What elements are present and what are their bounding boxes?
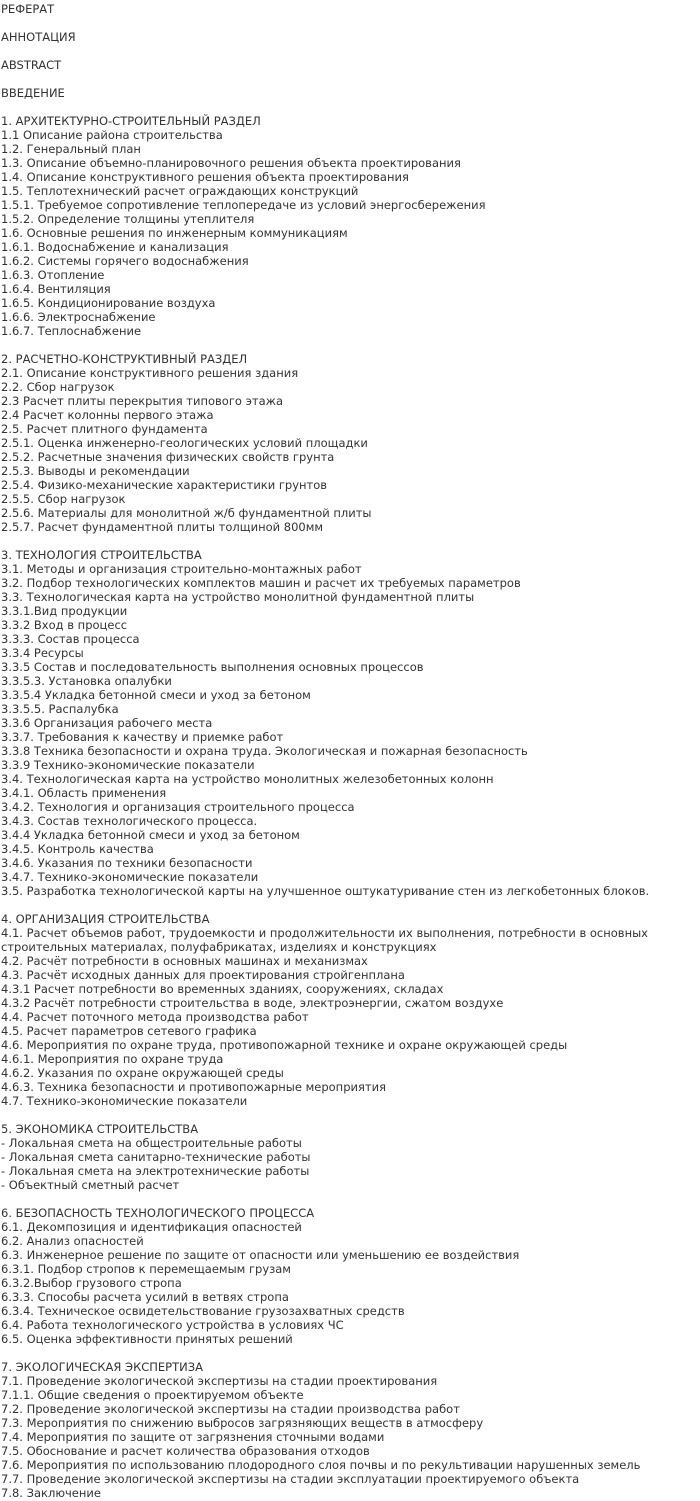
toc-entry: 2.5.2. Расчетные значения физических свойств грунта <box>1 450 335 464</box>
toc-entry: 4.6.1. Мероприятия по охране труда <box>1 1052 224 1066</box>
toc-section <box>1 30 696 44</box>
toc-entry: 1.6.7. Теплоснабжение <box>1 324 142 338</box>
section-spacer <box>1 1346 696 1360</box>
section-spacer <box>1 16 696 30</box>
toc-heading: РЕФЕРАТ <box>1 2 55 16</box>
toc-entry: - Локальная смета санитарно-технические работы <box>1 1150 311 1164</box>
toc-entry: 7.6. Мероприятия по использованию плодородного слоя почвы и по рекультивации нарушенных земель <box>1 1458 641 1472</box>
toc-entry: 3.4.4 Укладка бетонной смеси и уход за бетоном <box>1 828 300 842</box>
toc-entry: - Локальная смета на электротехнические работы <box>1 1164 310 1178</box>
toc-entry: 7.4. Мероприятия по защите от загрязнения сточными водами <box>1 1430 385 1444</box>
toc-entry: 3.3. Технологическая карта на устройство монолитной фундаментной плиты <box>1 590 475 604</box>
section-spacer <box>1 100 696 114</box>
toc-entry: 4.4. Расчет поточного метода производства работ <box>1 1010 309 1024</box>
toc-entry: 3.4. Технологическая карта на устройство монолитных железобетонных колонн <box>1 772 494 786</box>
toc-section <box>1 352 696 534</box>
toc-entry: 1.6.1. Водоснабжение и канализация <box>1 240 229 254</box>
toc-entry: 2.2. Сбор нагрузок <box>1 380 115 394</box>
toc-entry: 4.7. Технико-экономические показатели <box>1 1094 248 1108</box>
toc-section <box>1 58 696 72</box>
section-spacer <box>1 44 696 58</box>
toc-heading: 6. БЕЗОПАСНОСТЬ ТЕХНОЛОГИЧЕСКОГО ПРОЦЕССА <box>1 1206 315 1220</box>
toc-entry: 3.3.4 Ресурсы <box>1 646 84 660</box>
toc-entry: 6.3.3. Способы расчета усилий в ветвях стропа <box>1 1290 289 1304</box>
toc-entry: - Локальная смета на общестроительные работы <box>1 1136 302 1150</box>
toc-section <box>1 1360 696 1500</box>
toc-entry: 3.3.2 Вход в процесс <box>1 618 128 632</box>
toc-heading: 7. ЭКОЛОГИЧЕСКАЯ ЭКСПЕРТИЗА <box>1 1360 203 1374</box>
toc-entry: 1.4. Описание конструктивного решения объекта проектирования <box>1 170 409 184</box>
section-spacer <box>1 1108 696 1122</box>
toc-entry: 1.6.2. Системы горячего водоснабжения <box>1 254 249 268</box>
toc-entry: 6.3.4. Техническое освидетельствование грузозахватных средств <box>1 1304 405 1318</box>
toc-entry: 3.3.1.Вид продукции <box>1 604 128 618</box>
toc-heading: 1. АРХИТЕКТУРНО-СТРОИТЕЛЬНЫЙ РАЗДЕЛ <box>1 114 261 128</box>
toc-entry: 1.2. Генеральный план <box>1 142 141 156</box>
toc-entry: 4.1. Расчет объемов работ, трудоемкости и продолжительности их выполнения, потребности в основных строительных материалах, полуфабрикатах, изделиях и конструкциях <box>1 926 648 954</box>
toc-entry: 7.1.1. Общие сведения о проектируемом объекте <box>1 1388 304 1402</box>
toc-entry: 7.3. Мероприятия по снижению выбросов загрязняющих веществ в атмосферу <box>1 1416 484 1430</box>
toc-entry: 2.5.1. Оценка инженерно-геологических условий площадки <box>1 436 368 450</box>
toc-entry: 3.4.3. Состав технологического процесса. <box>1 814 258 828</box>
toc-entry: 1.5.1. Требуемое сопротивление теплопередаче из условий энергосбережения <box>1 198 486 212</box>
toc-entry: 4.6. Мероприятия по охране труда, противопожарной технике и охране окружающей среды <box>1 1038 568 1052</box>
toc-entry: 1.6.4. Вентиляция <box>1 282 111 296</box>
toc-entry: 3.2. Подбор технологических комплектов машин и расчет их требуемых параметров <box>1 576 521 590</box>
toc-entry: 3.3.8 Техника безопасности и охрана труда. Экологическая и пожарная безопасность <box>1 744 528 758</box>
toc-heading: 2. РАСЧЕТНО-КОНСТРУКТИВНЫЙ РАЗДЕЛ <box>1 352 248 366</box>
toc-entry: 6.2. Анализ опасностей <box>1 1234 144 1248</box>
toc-entry: 7.2. Проведение экологической экспертизы на стадии производства работ <box>1 1402 460 1416</box>
toc-entry: 3.4.2. Технология и организация строительного процесса <box>1 800 355 814</box>
toc-entry: 2.5.3. Выводы и рекомендации <box>1 464 190 478</box>
toc-entry: 3.3.5.3. Установка опалубки <box>1 674 172 688</box>
toc-entry: 6.5. Оценка эффективности принятых решений <box>1 1332 293 1346</box>
toc-entry: 4.6.3. Техника безопасности и противопожарные мероприятия <box>1 1080 386 1094</box>
toc-entry: 6.1. Декомпозиция и идентификация опасностей <box>1 1220 302 1234</box>
toc-entry: 3.3.7. Требования к качеству и приемке работ <box>1 730 284 744</box>
toc-section <box>1 1122 696 1192</box>
toc-section <box>1 2 696 16</box>
toc-entry: 3.4.1. Область применения <box>1 786 167 800</box>
toc-heading: ABSTRACT <box>1 58 62 72</box>
toc-entry: 1.6.5. Кондиционирование воздуха <box>1 296 216 310</box>
toc-entry: 3.4.5. Контроль качества <box>1 842 154 856</box>
toc-entry: 7.5. Обоснование и расчет количества образования отходов <box>1 1444 370 1458</box>
toc-entry: 1.6.6. Электроснабжение <box>1 310 156 324</box>
toc-entry: 6.4. Работа технологического устройства в условиях ЧС <box>1 1318 344 1332</box>
toc-entry: 3.5. Разработка технологической карты на улучшенное оштукатуривание стен из легкобетонных блоков. <box>1 884 650 898</box>
toc-entry: 2.5.6. Материалы для монолитной ж/б фундаментной плиты <box>1 506 372 520</box>
toc-heading: 5. ЭКОНОМИКА СТРОИТЕЛЬСТВА <box>1 1122 199 1136</box>
toc-entry: 7.7. Проведение экологической экспертизы на стадии эксплуатации проектируемого объекта <box>1 1472 580 1486</box>
section-spacer <box>1 534 696 548</box>
toc-entry: 3.1. Методы и организация строительно-монтажных работ <box>1 562 362 576</box>
toc-heading: АННОТАЦИЯ <box>1 30 76 44</box>
toc-heading: 3. ТЕХНОЛОГИЯ СТРОИТЕЛЬСТВА <box>1 548 202 562</box>
toc-heading: 4. ОРГАНИЗАЦИЯ СТРОИТЕЛЬСТВА <box>1 912 210 926</box>
toc-entry: 1.3. Описание объемно-планировочного решения объекта проектирования <box>1 156 461 170</box>
toc-entry: 6.3.2.Выбор грузового стропа <box>1 1276 182 1290</box>
toc-entry: 2.5.7. Расчет фундаментной плиты толщиной 800мм <box>1 520 324 534</box>
toc-section <box>1 912 696 1108</box>
toc-entry: 2.1. Описание конструктивного решения здания <box>1 366 299 380</box>
toc-entry: 4.2. Расчёт потребности в основных машинах и механизмах <box>1 954 368 968</box>
toc-entry: 3.3.3. Состав процесса <box>1 632 140 646</box>
toc-entry: 4.3.2 Расчёт потребности строительства в воде, электроэнергии, сжатом воздухе <box>1 996 504 1010</box>
toc-entry: 2.4 Расчет колонны первого этажа <box>1 408 214 422</box>
toc-entry: 2.3 Расчет плиты перекрытия типового этажа <box>1 394 284 408</box>
toc-entry: 7.1. Проведение экологической экспертизы на стадии проектирования <box>1 1374 438 1388</box>
toc-entry: 3.4.7. Технико-экономические показатели <box>1 870 259 884</box>
toc-entry: 4.3. Расчёт исходных данных для проектирования стройгенплана <box>1 968 405 982</box>
toc-section <box>1 114 696 338</box>
toc-entry: 2.5.4. Физико-механические характеристики грунтов <box>1 478 328 492</box>
toc-section <box>1 548 696 898</box>
toc-entry: - Объектный сметный расчет <box>1 1178 180 1192</box>
toc-entry: 4.6.2. Указания по охране окружающей среды <box>1 1066 284 1080</box>
toc-entry: 1.6. Основные решения по инженерным коммуникациям <box>1 226 348 240</box>
toc-entry: 4.5. Расчет параметров сетевого графика <box>1 1024 257 1038</box>
toc-entry: 6.3. Инженерное решение по защите от опасности или уменьшению ее воздействия <box>1 1248 520 1262</box>
section-spacer <box>1 898 696 912</box>
toc-section <box>1 1206 696 1346</box>
toc-heading: ВВЕДЕНИЕ <box>1 86 65 100</box>
section-spacer <box>1 72 696 86</box>
toc-section <box>1 86 696 100</box>
toc-entry: 4.3.1 Расчет потребности во временных зданиях, сооружениях, складах <box>1 982 444 996</box>
toc-entry: 3.4.6. Указания по техники безопасности <box>1 856 253 870</box>
toc-entry: 1.5. Теплотехнический расчет ограждающих конструкций <box>1 184 359 198</box>
toc-entry: 2.5.5. Сбор нагрузок <box>1 492 126 506</box>
section-spacer <box>1 1192 696 1206</box>
toc-entry: 3.3.5.4 Укладка бетонной смеси и уход за бетоном <box>1 688 311 702</box>
toc-entry: 2.5. Расчет плитного фундамента <box>1 422 208 436</box>
toc-entry: 3.3.6 Организация рабочего места <box>1 716 213 730</box>
toc-entry: 3.3.9 Технико-экономические показатели <box>1 758 255 772</box>
toc-entry: 1.1 Описание района строительства <box>1 128 223 142</box>
toc-entry: 6.3.1. Подбор стропов к перемещаемым грузам <box>1 1262 291 1276</box>
toc-entry: 1.5.2. Определение толщины утеплителя <box>1 212 255 226</box>
toc-entry: 7.8. Заключение <box>1 1486 101 1500</box>
section-spacer <box>1 338 696 352</box>
toc-entry: 3.3.5.5. Распалубка <box>1 702 119 716</box>
toc-entry: 1.6.3. Отопление <box>1 268 105 282</box>
toc-entry: 3.3.5 Состав и последовательность выполнения основных процессов <box>1 660 424 674</box>
